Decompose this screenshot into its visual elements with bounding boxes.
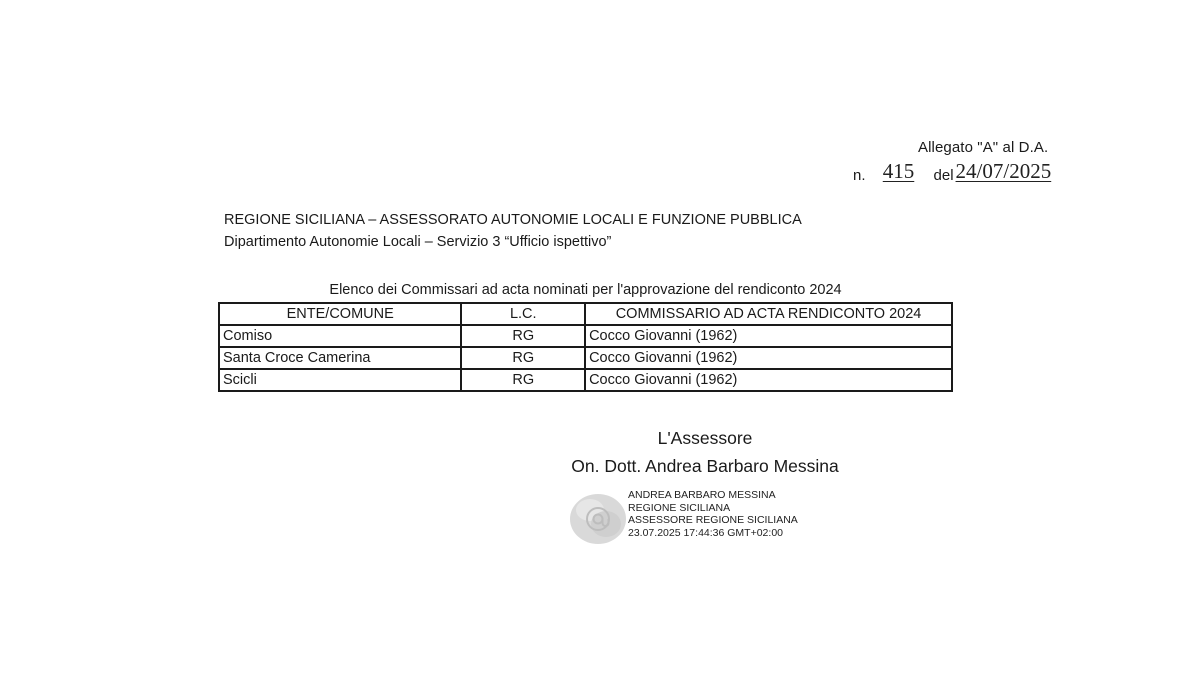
signature-line-1: ANDREA BARBARO MESSINA: [628, 489, 776, 501]
signature-line-3: ASSESSORE REGIONE SICILIANA: [628, 514, 798, 526]
column-header-lc: L.C.: [461, 303, 585, 325]
digital-signature-block: [628, 489, 798, 539]
cell-ente: Comiso: [219, 325, 461, 347]
allegato-label: Allegato "A" al D.A.: [918, 139, 1049, 156]
table-row: [219, 369, 952, 391]
decree-number-label: n.: [853, 167, 866, 184]
document-header: [224, 209, 802, 253]
decree-date: 24/07/2025: [955, 159, 1052, 183]
decree-reference: [853, 159, 1051, 184]
digital-seal-icon: [568, 492, 628, 546]
signature-line-4: 23.07.2025 17:44:36 GMT+02:00: [628, 526, 783, 539]
cell-commissario: Cocco Giovanni (1962): [585, 369, 952, 391]
decree-number: 415: [882, 159, 915, 183]
signatory-name: On. Dott. Andrea Barbaro Messina: [571, 456, 839, 476]
cell-commissario: Cocco Giovanni (1962): [585, 347, 952, 369]
table-row: [219, 325, 952, 347]
commissari-table: [218, 302, 953, 392]
cell-commissario: Cocco Giovanni (1962): [585, 325, 952, 347]
header-line-1: REGIONE SICILIANA – ASSESSORATO AUTONOMIE LOCALI E FUNZIONE PUBBLICA: [224, 212, 802, 228]
cell-lc: RG: [461, 347, 585, 369]
column-header-commissario: COMMISSARIO AD ACTA RENDICONTO 2024: [585, 303, 952, 325]
table-row: [219, 347, 952, 369]
cell-lc: RG: [461, 325, 585, 347]
header-line-2: Dipartimento Autonomie Locali – Servizio 3 “Ufficio ispettivo”: [224, 234, 612, 250]
cell-ente: Scicli: [219, 369, 461, 391]
table-caption: Elenco dei Commissari ad acta nominati per l'approvazione del rendiconto 2024: [329, 282, 842, 298]
decree-date-label: del: [933, 167, 954, 184]
column-header-ente: ENTE/COMUNE: [219, 303, 461, 325]
cell-ente: Santa Croce Camerina: [219, 347, 461, 369]
signature-line-2: REGIONE SICILIANA: [628, 501, 731, 514]
table-header-row: [219, 303, 952, 325]
cell-lc: RG: [461, 369, 585, 391]
signatory-title: L'Assessore: [657, 428, 753, 448]
